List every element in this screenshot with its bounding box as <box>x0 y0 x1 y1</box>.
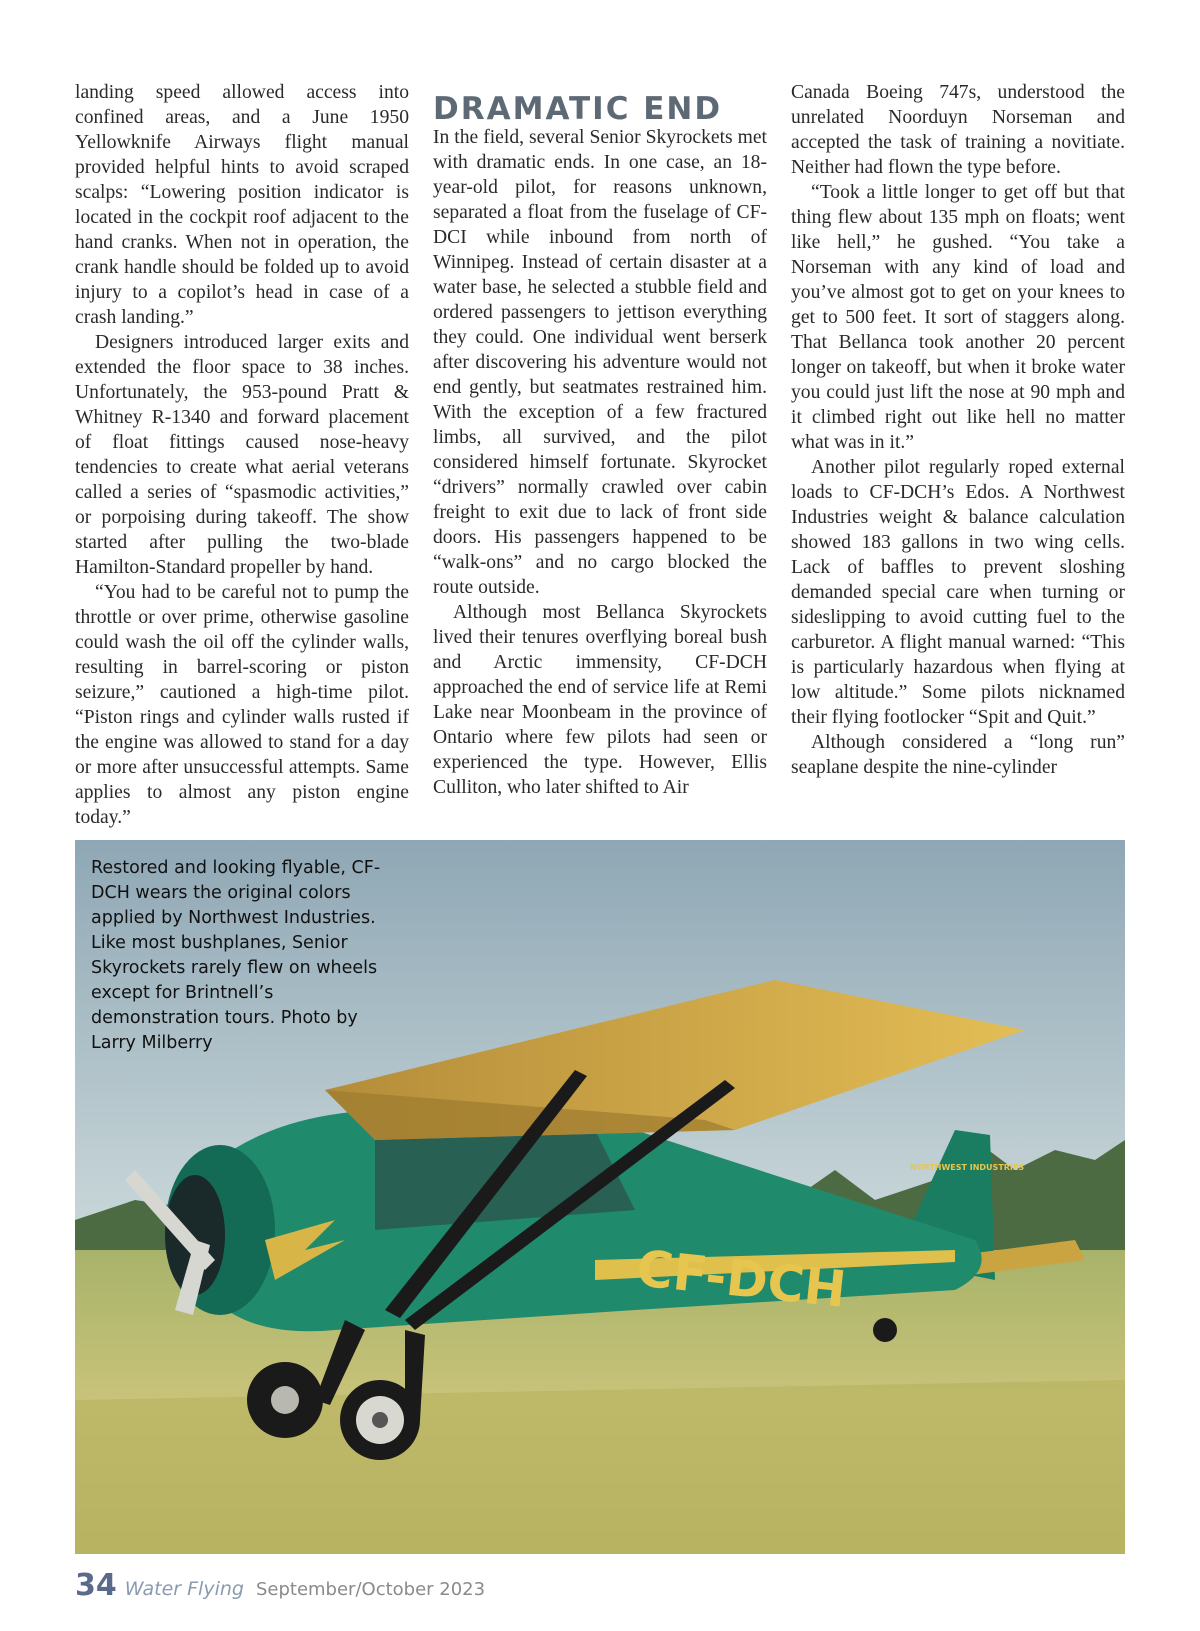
paragraph: Although considered a “long run” seaplane despite the nine-cylinder <box>791 732 1125 778</box>
article-column-1 <box>75 80 409 830</box>
article-column-3 <box>791 80 1125 780</box>
paragraph: Designers introduced larger exits and extended the floor space to 38 inches. Unfortunately, the 953-pound Pratt & Whitney R-1340 and forward placement of float fittings caused nose-heavy tendencies to create what aerial veterans called a series of “spasmodic activities,” or porpoising during takeoff. The show started after pulling the two-blade Hamilton-Standard propeller by hand. <box>75 332 409 578</box>
paragraph: “Took a little longer to get off but that thing flew about 135 mph on floats; went like hell,” he gushed. “You take a Norseman with any kind of load and you’ve almost got to get on your knees to get to 500 feet. It sort of staggers along. That Bellanca took another 20 percent longer on takeoff, but when it broke water you could just lift the nose at 90 mph and it climbed right out like hell no matter what was in it.” <box>791 182 1125 453</box>
paragraph: Another pilot regularly roped external loads to CF-DCH’s Edos. A Northwest Industries weight & balance calculation showed 183 gallons in two wing cells. Lack of baffles to prevent sloshing demanded special care when turning or sideslipping to avoid cutting fuel to the carburetor. A flight manual warned: “This is particularly hazardous when flying at low altitude.” Some pilots nicknamed their flying footlocker “Spit and Quit.” <box>791 457 1125 728</box>
paragraph: landing speed allowed access into confined areas, and a June 1950 Yellowknife Airways flight manual provided helpful hints to avoid scraped scalps: “Lowering position indicator is located in the cockpit roof adjacent to the hand cranks. When not in operation, the crank handle should be folded up to avoid injury to a copilot’s head in case of a crash landing.” <box>75 82 409 328</box>
registration-marking: CF-DCH <box>633 1239 849 1319</box>
tail-marking: NORTHWEST INDUSTRIES <box>910 1163 1025 1172</box>
aircraft-photo <box>75 840 1125 1554</box>
section-heading: DRAMATIC END <box>433 91 723 127</box>
issue-date: September/October 2023 <box>255 1579 486 1600</box>
article-column-2 <box>433 80 767 800</box>
paragraph: “You had to be careful not to pump the throttle or over prime, otherwise gasoline could wash the oil off the cylinder walls, resulting in barrel-scoring or piston seizure,” cautioned a high-time pilot. “Piston rings and cylinder walls rusted if the engine was allowed to stand for a day or more after unsuccessful attempts. Same applies to almost any piston engine today.” <box>75 582 409 828</box>
photo-caption: Restored and looking flyable, CF-DCH wears the original colors applied by Northwest Industries. Like most bushplanes, Senior Skyrockets rarely flew on wheels except for Brintnell’s demonstration tours. Photo by Larry Milberry <box>91 858 381 1053</box>
magazine-name: Water Flying <box>124 1578 244 1600</box>
paragraph: Although most Bellanca Skyrockets lived their tenures overflying boreal bush and Arctic immensity, CF-DCH approached the end of service life at Remi Lake near Moonbeam in the province of Ontario where few pilots had seen or experienced the type. However, Ellis Culliton, who later shifted to Air <box>433 602 767 798</box>
paragraph: In the field, several Senior Skyrockets met with dramatic ends. In one case, an 18-year-old pilot, for reasons unknown, separated a float from the fuselage of CF-DCI while inbound from north of Winnipeg. Instead of certain disaster at a water base, he selected a stubble field and ordered passengers to jettison everything they could. One individual went berserk after discovering his adventure would not end gently, but seatmates restrained him. With the exception of a few fractured limbs, all survived, and the pilot considered himself fortunate. Skyrocket “drivers” normally crawled over cabin freight to exit due to lack of front side doors. His passengers happened to be “walk-ons” and no cargo blocked the route outside. <box>433 127 767 598</box>
paragraph: Canada Boeing 747s, understood the unrelated Noorduyn Norseman and accepted the task of training a novitiate. Neither had flown the type before. <box>791 82 1125 178</box>
page-number: 34 <box>75 1568 117 1603</box>
page-footer <box>75 1568 485 1608</box>
tail-wheel <box>873 1318 897 1342</box>
